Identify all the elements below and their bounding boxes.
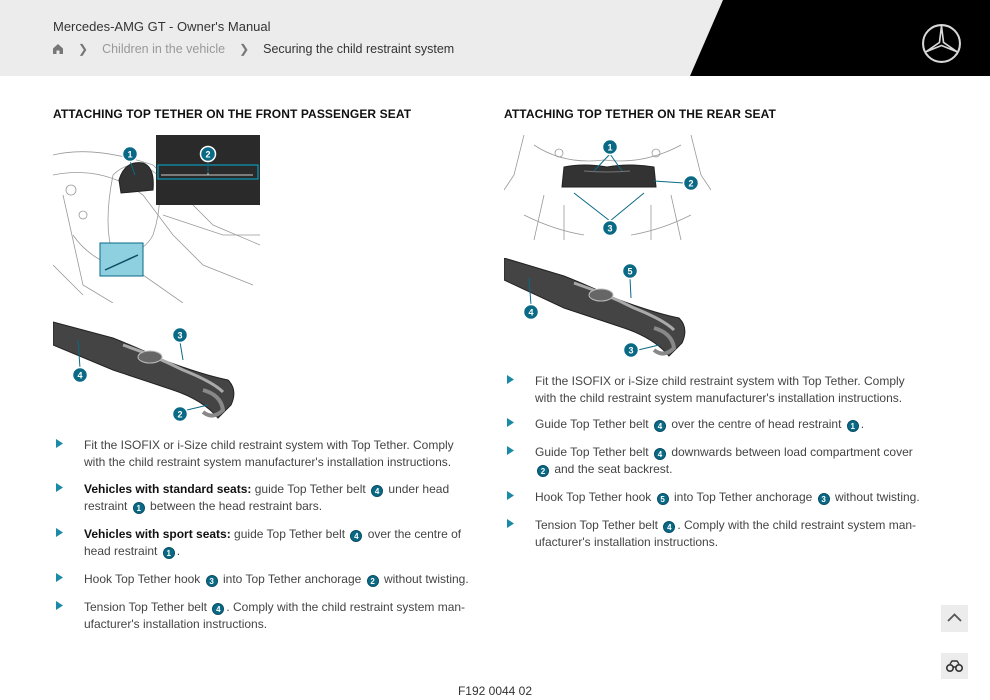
callout-badge: 3 (206, 575, 218, 587)
svg-text:4: 4 (77, 370, 83, 381)
callout-badge: 4 (663, 521, 675, 533)
home-icon[interactable] (52, 43, 64, 55)
callout-badge (123, 147, 138, 162)
callout-badge: 2 (367, 575, 379, 587)
page-header (0, 0, 990, 76)
step-arrow-icon (507, 375, 514, 384)
list-item: Guide Top Tether belt 4 downwards between load compartment cover 2 and the seat backrest. (504, 444, 924, 489)
rear-seat-section (504, 107, 924, 121)
callout-badge (173, 328, 188, 343)
svg-text:3: 3 (177, 330, 183, 341)
callout-badge (603, 221, 618, 236)
rear-steps-list (504, 373, 924, 550)
rear-seat-illustration (504, 135, 711, 240)
section-heading-rear: ATTACHING TOP TETHER ON THE REAR SEAT (504, 107, 776, 121)
list-item: Tension Top Tether belt 4 . Comply with the child restraint system man-ufacturer's installation instructions. (53, 599, 473, 632)
callout-badge (524, 305, 539, 320)
svg-text:3: 3 (628, 345, 634, 356)
list-item: Fit the ISOFIX or i-Size child restraint system with Top Tether. Comply with the child restraint system manufacturer's installation instructions. (504, 373, 924, 416)
step-arrow-icon (507, 418, 514, 427)
front-steps-list (53, 437, 473, 632)
callout-badge (73, 368, 88, 383)
svg-text:1: 1 (607, 142, 613, 153)
chevron-up-icon (941, 605, 968, 632)
svg-text:1: 1 (127, 149, 133, 160)
rear-tether-hook-illustration (504, 258, 690, 363)
callout-badge: 5 (657, 493, 669, 505)
list-item: Hook Top Tether hook 3 into Top Tether anchorage 2 without twisting. (53, 571, 473, 599)
list-item: Tension Top Tether belt 4 . Comply with the child restraint system man-ufacturer's installation instructions. (504, 517, 924, 550)
breadcrumb-link-children[interactable]: Children in the vehicle (102, 42, 226, 56)
list-item: Guide Top Tether belt 4 over the centre of head restraint 1 . (504, 416, 924, 444)
svg-text:3: 3 (607, 223, 613, 234)
svg-text:2: 2 (205, 149, 211, 160)
front-seat-illustration (53, 135, 260, 303)
figure-code: F192 0044 02 (457, 684, 533, 698)
chevron-right-icon: ❯ (239, 42, 250, 56)
manual-title: Mercedes-AMG GT - Owner's Manual (53, 19, 271, 34)
step-arrow-icon (56, 573, 63, 582)
front-tether-hook-illustration (53, 320, 239, 425)
svg-text:2: 2 (688, 178, 694, 189)
scroll-to-top-button[interactable] (941, 605, 968, 632)
mercedes-star-logo[interactable] (921, 23, 962, 64)
callout-badge: 2 (537, 465, 549, 477)
svg-text:4: 4 (528, 307, 534, 318)
callout-badge: 1 (163, 547, 175, 559)
callout-badge (624, 343, 639, 358)
callout-badge (603, 140, 618, 155)
step-arrow-icon (507, 491, 514, 500)
step-arrow-icon (56, 601, 63, 610)
svg-text:2: 2 (177, 409, 183, 420)
step-arrow-icon (507, 446, 514, 455)
callout-badge (684, 176, 699, 191)
callout-badge: 4 (654, 420, 666, 432)
svg-text:5: 5 (627, 266, 633, 277)
step-arrow-icon (56, 483, 63, 492)
callout-badge: 4 (654, 448, 666, 460)
callout-badge (173, 407, 188, 422)
chevron-right-icon: ❯ (78, 42, 89, 56)
list-item: Fit the ISOFIX or i-Size child restraint system with Top Tether. Comply with the child restraint system manufacturer's installation instructions. (53, 437, 473, 481)
callout-badge: 4 (212, 603, 224, 615)
breadcrumb (52, 42, 454, 56)
list-item: Vehicles with sport seats: guide Top Tether belt 4 over the centre of head restraint 1 . (53, 526, 473, 571)
callout-badge: 3 (818, 493, 830, 505)
step-arrow-icon (56, 528, 63, 537)
callout-badge: 4 (350, 530, 362, 542)
callout-badge: 4 (371, 485, 383, 497)
binoculars-icon (941, 653, 968, 679)
section-heading-front: ATTACHING TOP TETHER ON THE FRONT PASSENGER SEAT (53, 107, 412, 121)
search-button[interactable] (941, 653, 968, 679)
callout-badge: 1 (847, 420, 859, 432)
callout-badge (623, 264, 638, 279)
step-arrow-icon (507, 519, 514, 528)
list-item: Vehicles with standard seats: guide Top Tether belt 4 under head restraint 1 between the head restraint bars. (53, 481, 473, 526)
callout-badge: 1 (133, 502, 145, 514)
list-item: Hook Top Tether hook 5 into Top Tether anchorage 3 without twisting. (504, 489, 924, 517)
callout-badge (201, 147, 216, 162)
step-arrow-icon (56, 439, 63, 448)
front-passenger-section (53, 107, 473, 121)
breadcrumb-current: Securing the child restraint system (263, 42, 455, 56)
